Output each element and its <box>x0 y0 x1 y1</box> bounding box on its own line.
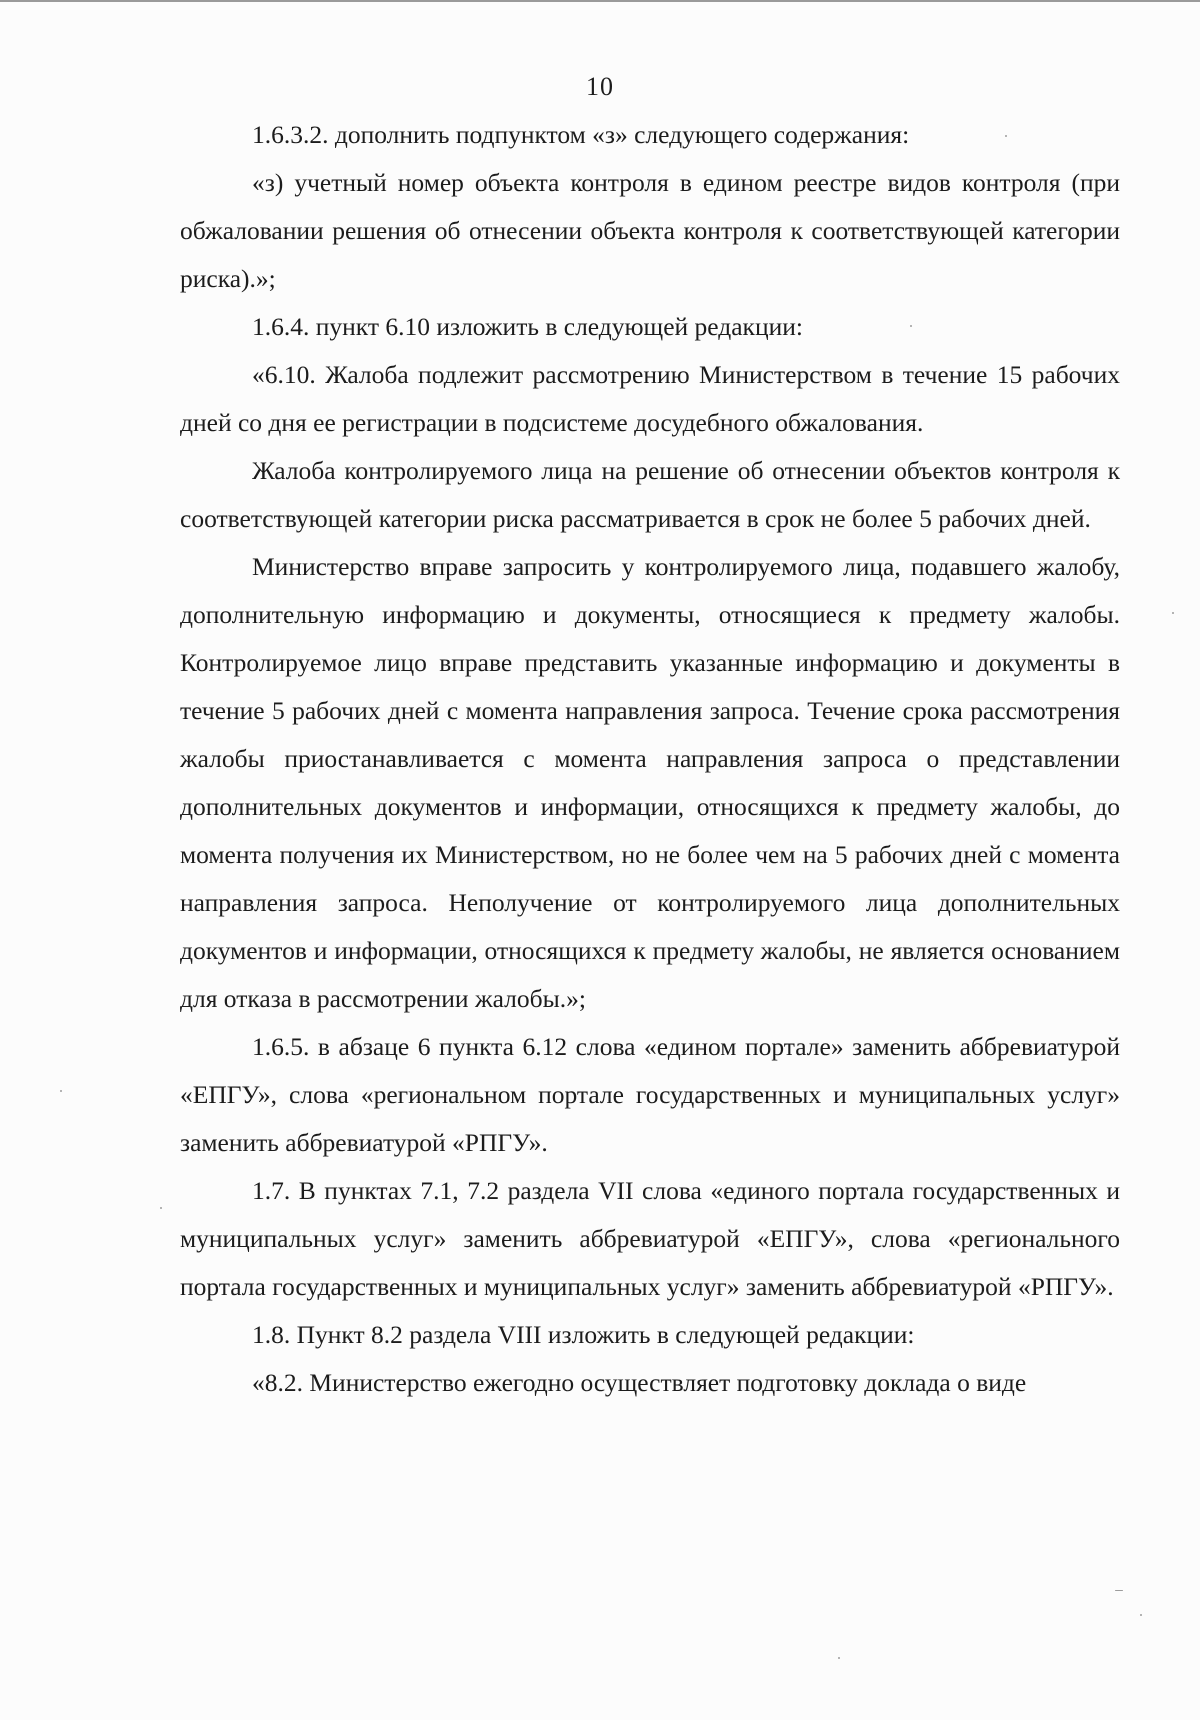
scan-speck <box>838 1657 840 1659</box>
scan-speck <box>1140 1614 1142 1616</box>
paragraph-subitem-z: «з) учетный номер объекта контроля в едином реестре видов контроля (при обжаловании решения об отнесении объекта контроля к соответствующей категории риска).»; <box>180 168 1120 293</box>
paragraph-8-2: «8.2. Министерство ежегодно осуществляет подготовку доклада о виде <box>252 1368 1027 1397</box>
scan-speck <box>910 325 912 327</box>
paragraph-complaint-risk-category: Жалоба контролируемого лица на решение об отнесении объектов контроля к соответствующей категории риска рассматривается в срок не более 5 рабочих дней. <box>180 456 1120 533</box>
paragraph-1-6-3-2: 1.6.3.2. дополнить подпунктом «з» следующего содержания: <box>252 120 910 149</box>
paragraph-1-8: 1.8. Пункт 8.2 раздела VIII изложить в следующей редакции: <box>252 1320 915 1349</box>
scan-speck <box>1172 612 1174 614</box>
page-number: 10 <box>586 72 614 101</box>
paragraph-1-6-4: 1.6.4. пункт 6.10 изложить в следующей редакции: <box>252 312 803 341</box>
paragraph-ministry-request: Министерство вправе запросить у контролируемого лица, подавшего жалобу, дополнительную информацию и документы, относящиеся к предмету жалобы. Контролируемое лицо вправе представить указанные информацию и документы в течение 5 рабочих дней с момента направления запроса. Течение срока рассмотрения жалобы приостанавливается с момента направления запроса о представлении дополнительных документов и информации, относящихся к предмету жалобы, до момента получения их Министерством, но не более чем на 5 рабочих дней с момента направления запроса. Неполучение от контролируемого лица дополнительных документов и информации, относящихся к предмету жалобы, не является основанием для отказа в рассмотрении жалобы.»; <box>180 552 1120 1013</box>
scan-speck <box>1005 135 1007 137</box>
paragraph-1-7: 1.7. В пунктах 7.1, 7.2 раздела VII слова «единого портала государственных и муниципальных услуг» заменить аббревиатурой «ЕПГУ», слова «регионального портала государственных и муниципальных услуг» заменить аббревиатурой «РПГУ». <box>180 1176 1120 1301</box>
document-body <box>180 111 1120 1407</box>
scan-speck <box>60 1090 62 1092</box>
scan-speck <box>1115 1590 1123 1591</box>
paragraph-6-10: «6.10. Жалоба подлежит рассмотрению Министерством в течение 15 рабочих дней со дня ее регистрации в подсистеме досудебного обжалования. <box>180 360 1120 437</box>
scan-speck <box>160 1207 162 1209</box>
paragraph-1-6-5: 1.6.5. в абзаце 6 пункта 6.12 слова «едином портале» заменить аббревиатурой «ЕПГУ», слова «региональном портале государственных и муниципальных услуг» заменить аббревиатурой «РПГУ». <box>180 1032 1120 1157</box>
